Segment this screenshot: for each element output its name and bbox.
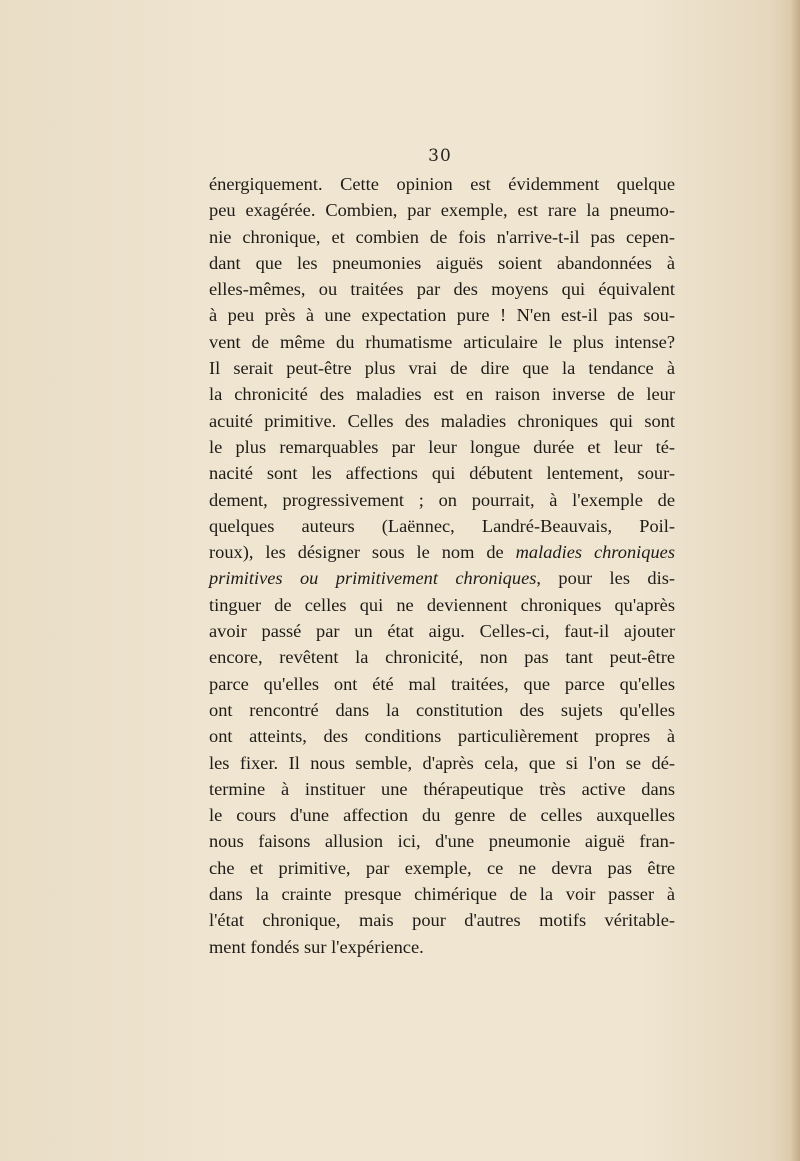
page-edge-shadow <box>790 0 800 1161</box>
italic-text: maladies chroniques <box>515 542 675 563</box>
page-number: 30 <box>428 146 452 166</box>
text-segment: les fixer. Il nous semble, d'après cela, que si l'on se dé- <box>209 752 675 773</box>
text-line <box>209 828 675 854</box>
text-line <box>209 381 675 407</box>
text-segment: termine à instituer une thérapeutique très active dans <box>209 778 675 799</box>
text-line <box>209 434 675 460</box>
text-line <box>209 644 675 670</box>
text-segment: peu exagérée. Combien, par exemple, est rare la pneumo- <box>209 200 675 221</box>
text-line <box>209 802 675 828</box>
text-line <box>209 513 675 539</box>
text-line <box>209 539 675 565</box>
text-segment: dant que les pneumonies aiguës soient abandonnées à <box>209 252 675 273</box>
text-segment: dement, progressivement ; on pourrait, à l'exemple de <box>209 489 675 510</box>
text-segment: le cours d'une affection du genre de celles auxquelles <box>209 805 675 826</box>
text-line <box>209 250 675 276</box>
text-line <box>209 487 675 513</box>
text-line <box>209 881 675 907</box>
text-segment: à peu près à une expectation pure ! N'en est-il pas sou- <box>209 305 675 326</box>
text-line <box>209 302 675 328</box>
body-text <box>209 171 675 960</box>
text-segment: encore, revêtent la chronicité, non pas tant peut-être <box>209 647 675 668</box>
text-line <box>209 855 675 881</box>
text-line <box>209 329 675 355</box>
text-line <box>209 671 675 697</box>
text-line <box>209 592 675 618</box>
text-segment: énergiquement. Cette opinion est évidemment quelque <box>209 174 675 194</box>
text-segment: parce qu'elles ont été mal traitées, que parce qu'elles <box>209 673 675 694</box>
text-line <box>209 934 675 960</box>
text-line <box>209 224 675 250</box>
text-segment: , pour les dis- <box>536 568 675 589</box>
text-segment: nacité sont les affections qui débutent lentement, sour- <box>209 463 675 484</box>
text-line <box>209 276 675 302</box>
text-segment: l'état chronique, mais pour d'autres motifs véritable- <box>209 910 675 931</box>
text-line <box>209 565 675 591</box>
text-line <box>209 618 675 644</box>
text-line <box>209 697 675 723</box>
text-segment: avoir passé par un état aigu. Celles-ci, faut-il ajouter <box>209 621 675 642</box>
text-line <box>209 723 675 749</box>
text-line <box>209 907 675 933</box>
text-segment: quelques auteurs (Laënnec, Landré-Beauvais, Poil- <box>209 515 675 536</box>
text-line <box>209 750 675 776</box>
text-segment: che et primitive, par exemple, ce ne devra pas être <box>209 857 675 878</box>
text-segment: la chronicité des maladies est en raison inverse de leur <box>209 384 675 405</box>
text-line <box>209 171 675 197</box>
text-segment: elles-mêmes, ou traitées par des moyens qui équivalent <box>209 279 675 300</box>
text-line <box>209 408 675 434</box>
text-segment: roux), les désigner sous le nom de <box>209 542 516 563</box>
text-line <box>209 460 675 486</box>
text-segment: nous faisons allusion ici, d'une pneumonie aiguë fran- <box>209 831 675 852</box>
italic-text: primitives ou primitivement chroniques <box>209 568 537 589</box>
text-segment: ment fondés sur l'expérience. <box>209 936 424 957</box>
text-segment: Il serait peut-être plus vrai de dire que la tendance à <box>209 358 675 379</box>
text-segment: le plus remarquables par leur longue durée et leur té- <box>209 436 675 457</box>
text-line <box>209 355 675 381</box>
text-segment: acuité primitive. Celles des maladies chroniques qui sont <box>209 410 675 431</box>
text-segment: vent de même du rhumatisme articulaire le plus intense? <box>209 331 675 352</box>
text-segment: ont atteints, des conditions particulièrement propres à <box>209 726 675 747</box>
text-segment: tinguer de celles qui ne deviennent chroniques qu'après <box>209 594 675 615</box>
text-line <box>209 776 675 802</box>
text-segment: nie chronique, et combien de fois n'arrive-t-il pas cepen- <box>209 226 675 247</box>
text-line <box>209 197 675 223</box>
text-segment: ont rencontré dans la constitution des sujets qu'elles <box>209 699 675 720</box>
text-segment: dans la crainte presque chimérique de la voir passer à <box>209 884 675 905</box>
